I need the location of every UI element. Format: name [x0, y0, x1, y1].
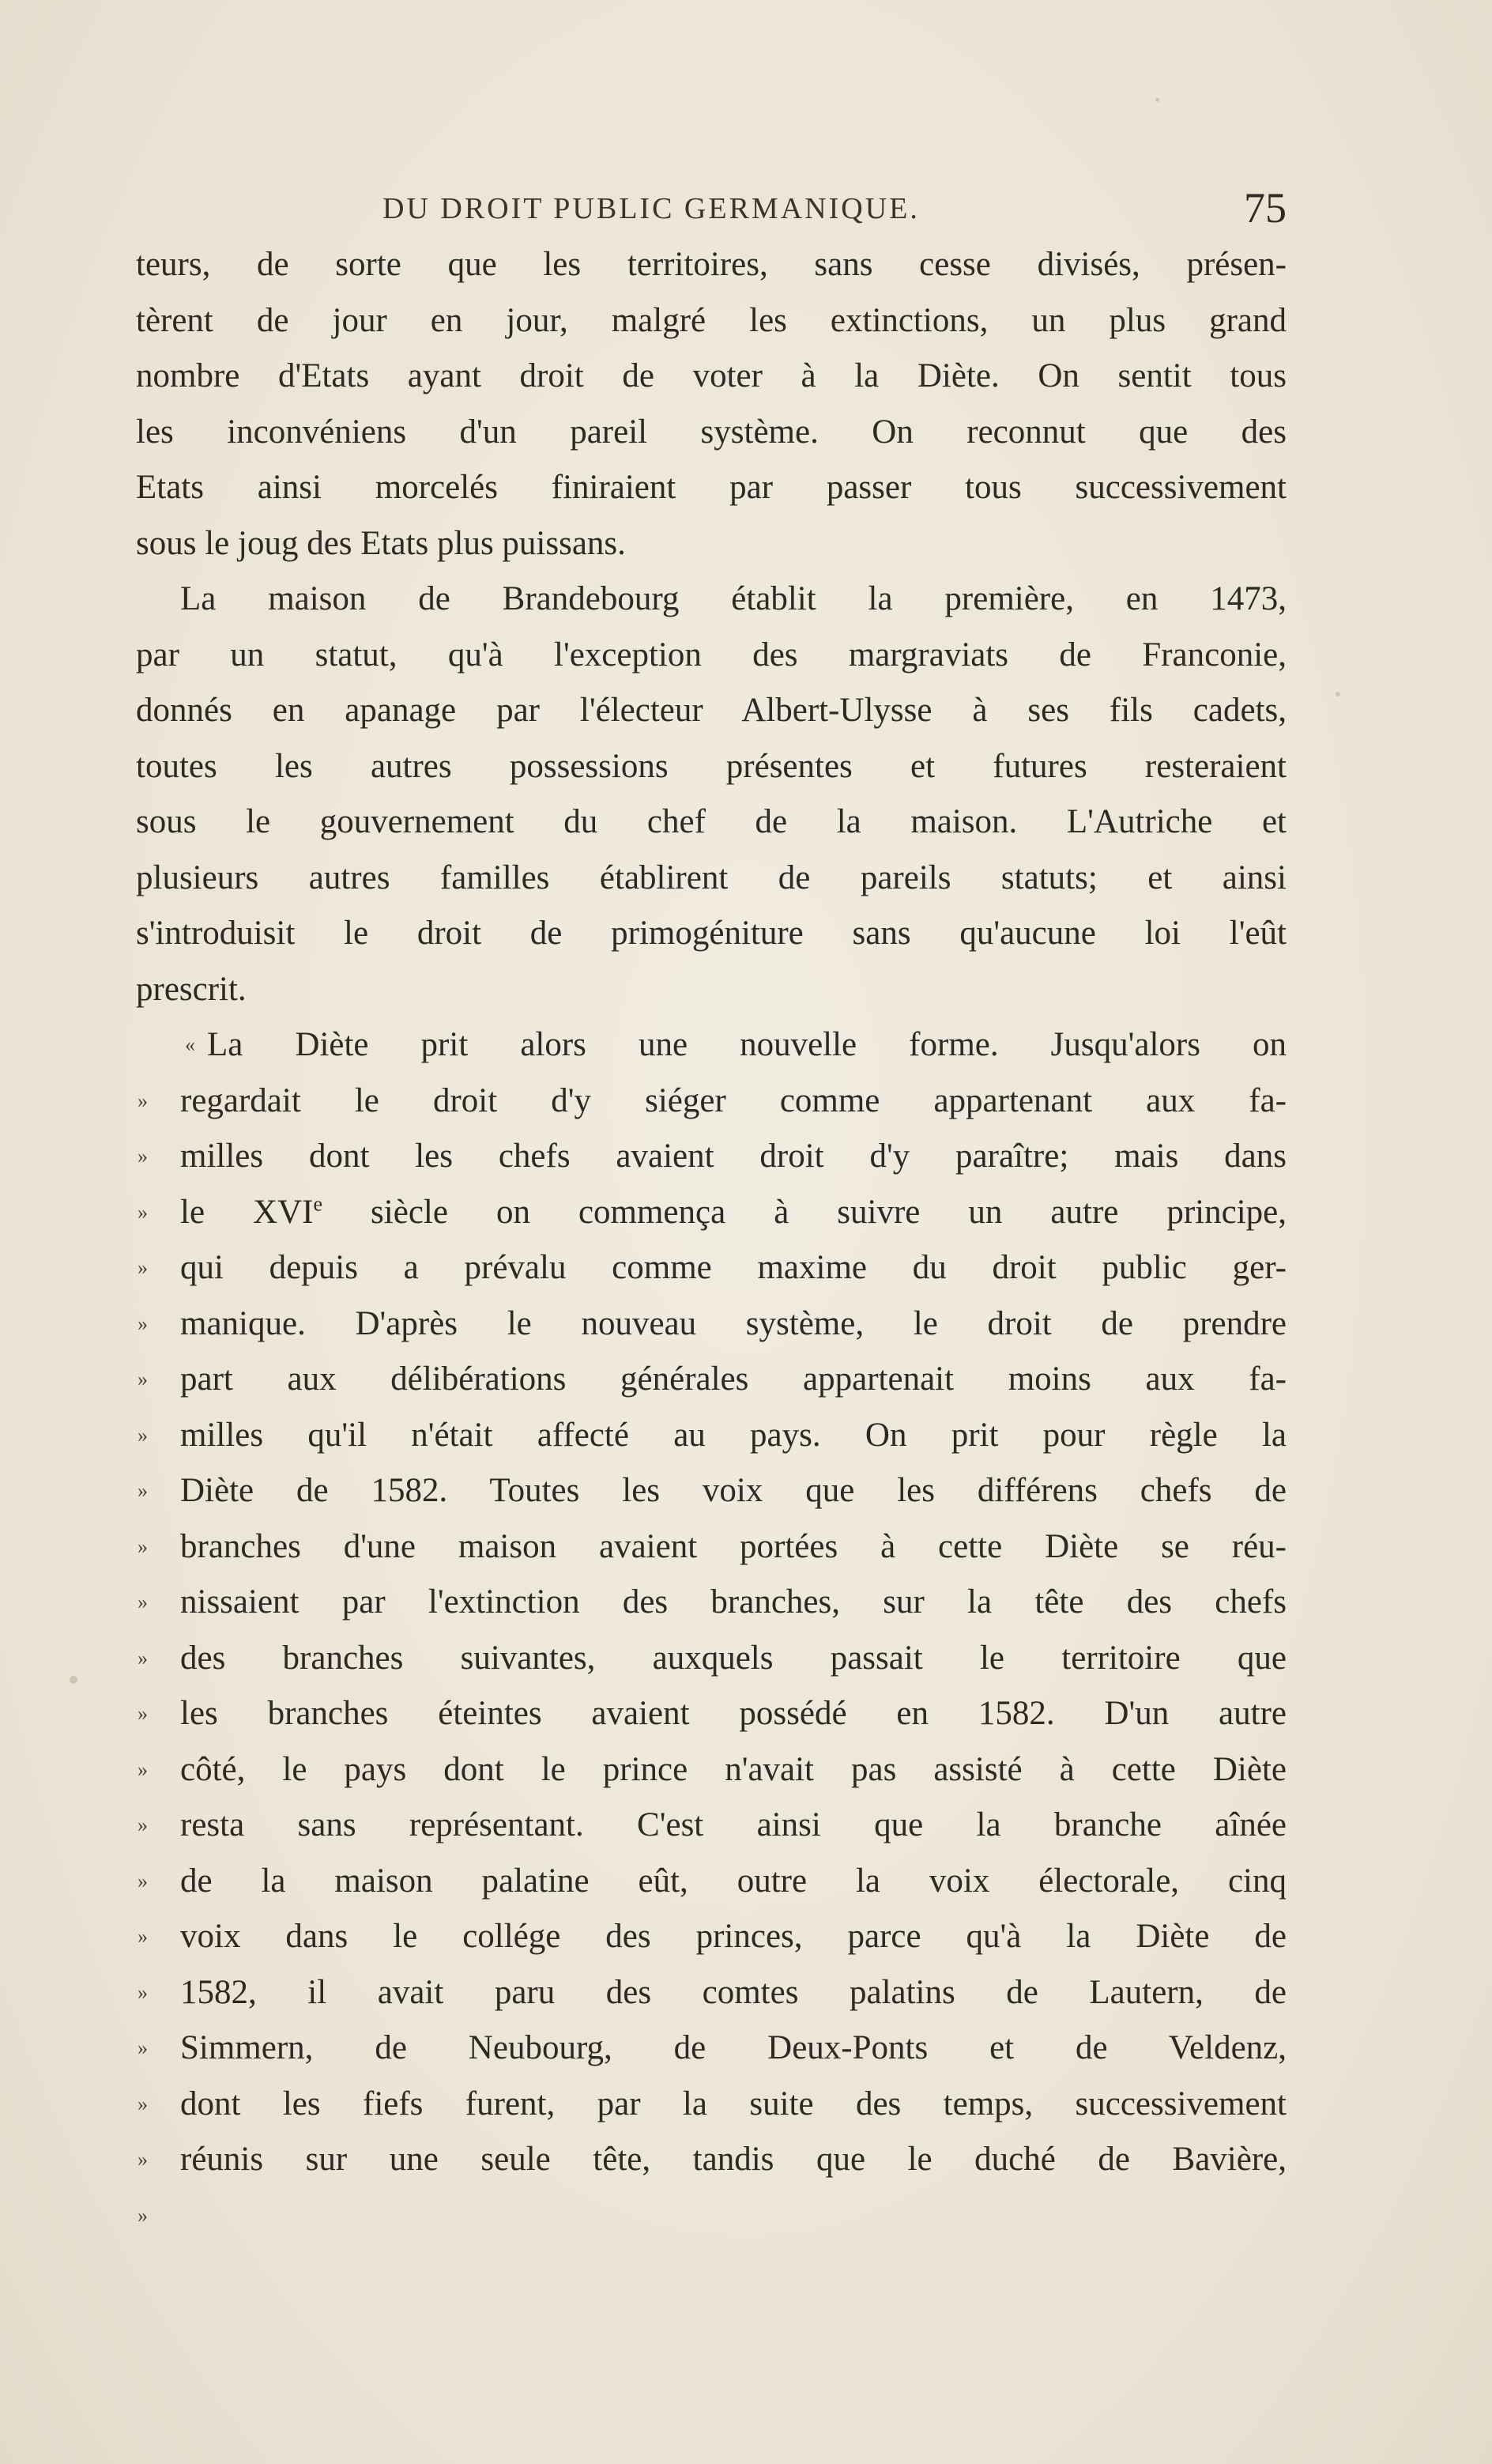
quote-text: milles qu'il n'était affecté au pays. On prit pour règle la	[180, 1416, 1287, 1454]
quote-line	[136, 1686, 1287, 1742]
quote-text: resta sans représentant. C'est ainsi que la branche aînée	[180, 1806, 1287, 1843]
quote-line	[136, 1352, 1287, 1408]
quote-line	[136, 1519, 1287, 1575]
quote-line	[136, 1185, 1287, 1241]
quote-cont-mark: »	[138, 1813, 148, 1836]
quote-text: qui depuis a prévalu comme maxime du droit public ger-	[180, 1249, 1287, 1286]
paper-speck	[70, 1676, 77, 1684]
quote-cont-mark: »	[138, 1145, 148, 1168]
century-rest: siècle on commença à suivre un autre principe,	[371, 1193, 1287, 1231]
quote-text: dont les fiefs furent, par la suite des temps, successivement	[180, 2085, 1287, 2123]
body-text	[136, 237, 1287, 2243]
quote-line	[136, 1463, 1287, 1519]
century-numeral: le XVI	[180, 1193, 314, 1231]
quote-cont-mark: »	[138, 2203, 148, 2227]
quote-text: La Diète prit alors une nouvelle forme. Jusqu'alors on	[207, 1026, 1287, 1063]
quote-cont-mark: »	[138, 1368, 148, 1390]
quote-line	[136, 1017, 1287, 1074]
quote-text: nissaient par l'extinction des branches, sur la tête des chefs	[180, 1583, 1287, 1621]
text-line: prescrit.	[136, 970, 247, 1008]
quote-text: branches d'une maison avaient portées à cette Diète se réu-	[180, 1527, 1287, 1565]
quote-text: côté, le pays dont le prince n'avait pas assisté à cette Diète	[180, 1750, 1287, 1788]
quote-line	[136, 2077, 1287, 2133]
quote-cont-mark: »	[138, 2036, 148, 2059]
quote-text: de la maison palatine eût, outre la voix électorale, cinq	[180, 1862, 1287, 1900]
quote-line	[136, 1631, 1287, 1687]
quote-line	[136, 2188, 1287, 2244]
quote-text: réunis sur une seule tête, tandis que le duché de Bavière,	[180, 2141, 1287, 2178]
page-number: 75	[1244, 184, 1287, 232]
quote-text: des branches suivantes, auxquels passait le territoire que	[180, 1639, 1287, 1677]
quote-line	[136, 1742, 1287, 1798]
quote-line	[136, 1240, 1287, 1296]
quote-cont-mark: »	[138, 1980, 148, 2004]
paper-speck	[1155, 98, 1159, 102]
text-line: les inconvéniens d'un pareil système. On reconnut que des	[136, 413, 1287, 451]
quote-cont-mark: »	[138, 1590, 148, 1613]
text-line: donnés en apanage par l'électeur Albert-Ulysse à ses fils cadets,	[136, 692, 1287, 729]
quote-text: les branches éteintes avaient possédé en 1582. D'un autre	[180, 1695, 1287, 1732]
quote-cont-mark: »	[138, 1534, 148, 1558]
quote-line	[136, 1854, 1287, 1910]
text-line: sous le joug des Etats plus puissans.	[136, 524, 626, 562]
text-line: toutes les autres possessions présentes et futures resteraient	[136, 747, 1287, 785]
quote-line	[136, 1909, 1287, 1965]
quote-cont-mark: »	[138, 1757, 148, 1781]
quote-cont-mark: »	[138, 1256, 148, 1279]
quote-text: voix dans le collége des princes, parce qu'à la Diète de	[180, 1918, 1287, 1955]
quote-cont-mark: »	[138, 1423, 148, 1447]
quote-cont-mark: »	[138, 1869, 148, 1892]
quote-cont-mark: »	[138, 1702, 148, 1725]
superscript-e: e	[313, 1192, 323, 1216]
quote-cont-mark: »	[138, 1311, 148, 1335]
quote-text: milles dont les chefs avaient droit d'y paraître; mais dans	[180, 1138, 1287, 1175]
text-line: par un statut, qu'à l'exception des margraviats de Franconie,	[136, 636, 1287, 674]
quote-line	[136, 1296, 1287, 1353]
text-line: s'introduisit le droit de primogéniture sans qu'aucune loi l'eût	[136, 915, 1287, 952]
text-line: sous le gouvernement du chef de la maison. L'Autriche et	[136, 803, 1287, 840]
quote-line	[136, 1965, 1287, 2021]
quote-cont-mark: »	[138, 1200, 148, 1224]
quote-line	[136, 1129, 1287, 1185]
text-line: teurs, de sorte que les territoires, sans cesse divisés, présen-	[136, 246, 1287, 283]
quote-cont-mark: »	[138, 1646, 148, 1670]
text-line: La maison de Brandebourg établit la première, en 1473,	[180, 580, 1287, 617]
text-line: plusieurs autres familles établirent de pareils statuts; et ainsi	[136, 858, 1287, 896]
quote-cont-mark: »	[138, 1089, 148, 1112]
quote-text: 1582, il avait paru des comtes palatins de Lautern, de	[180, 1973, 1287, 2011]
text-line: Etats ainsi morcelés finiraient par passer tous successivement	[136, 469, 1287, 506]
running-head: DU DROIT PUBLIC GERMANIQUE.	[382, 192, 920, 225]
quote-text: part aux délibérations générales appartenait moins aux fa-	[180, 1360, 1287, 1398]
quote-line	[136, 2021, 1287, 2077]
quote-line	[136, 1074, 1287, 1130]
quote-cont-mark: »	[138, 1479, 148, 1502]
quote-cont-mark: »	[138, 2148, 148, 2171]
quote-text: regardait le droit d'y siéger comme appartenant aux fa-	[180, 1081, 1287, 1119]
quote-text: Diète de 1582. Toutes les voix que les différens chefs de	[180, 1472, 1287, 1509]
text-line: tèrent de jour en jour, malgré les extinctions, un plus grand	[136, 301, 1287, 339]
page-header	[136, 183, 1287, 239]
quote-text: Simmern, de Neubourg, de Deux-Ponts et de Veldenz,	[180, 2029, 1287, 2066]
quote-text: manique. D'après le nouveau système, le droit de prendre	[180, 1304, 1287, 1342]
quote-line	[136, 1575, 1287, 1631]
quote-cont-mark: »	[138, 2092, 148, 2115]
paper-speck	[1336, 692, 1340, 696]
quote-line	[136, 1408, 1287, 1464]
quote-line	[136, 1798, 1287, 1854]
quote-text	[180, 1185, 1287, 1241]
text-line: nombre d'Etats ayant droit de voter à la Diète. On sentit tous	[136, 357, 1287, 394]
quote-open-mark: «	[185, 1033, 195, 1056]
quote-cont-mark: »	[138, 1925, 148, 1948]
quote-line	[136, 2132, 1287, 2188]
